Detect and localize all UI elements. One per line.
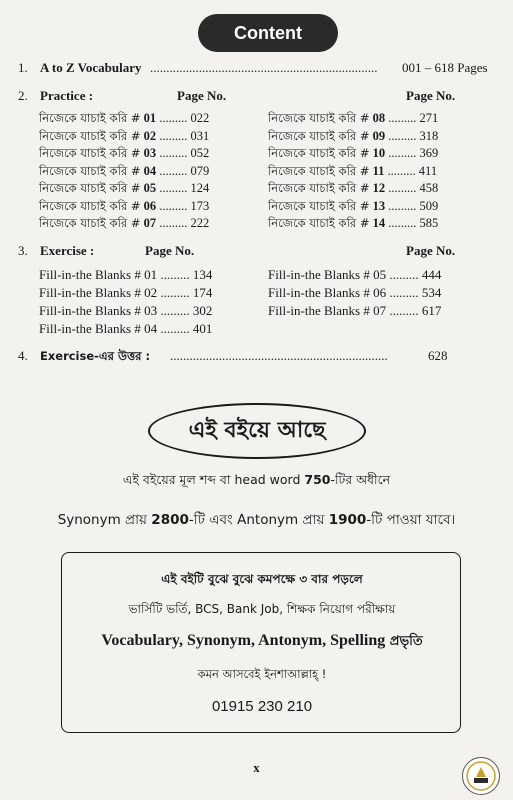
info-box: [61, 552, 461, 733]
list-item: [39, 320, 212, 338]
list-item: [268, 266, 441, 284]
answer-page: 628: [428, 348, 448, 363]
list-item: [39, 215, 209, 233]
section-number: 1.: [18, 60, 28, 75]
page-range: 001 – 618 Pages: [402, 60, 488, 75]
page-no-heading-left: Page No.: [177, 88, 227, 103]
item-page: 079: [190, 163, 210, 178]
item-page: 173: [190, 198, 210, 213]
list-item: [268, 180, 438, 198]
exercise-list-left: [39, 266, 212, 338]
item-label: নিজেকে যাচাই করি #: [268, 198, 370, 213]
antonym-suffix: -টি পাওয়া যাবে।: [366, 512, 456, 528]
item-label: নিজেকে যাচাই করি #: [39, 216, 141, 230]
subjects-text: Vocabulary, Synonym, Antonym, Spelling: [101, 632, 386, 649]
exercise-list-right: [268, 266, 441, 320]
item-label: নিজেকে যাচাই করি #: [39, 181, 141, 195]
item-page: 585: [419, 216, 439, 230]
item-dots: .........: [388, 111, 417, 125]
item-dots: .........: [160, 267, 190, 282]
item-dots: .........: [389, 267, 419, 282]
synonym-text: Synonym প্রায়: [57, 512, 152, 528]
section-2: [18, 88, 93, 104]
list-item: [268, 145, 438, 163]
item-label: Fill-in-the Blanks #: [39, 285, 141, 300]
list-item: [39, 145, 209, 163]
page-no-heading-right: Page No.: [406, 243, 456, 258]
list-item: [268, 302, 441, 320]
section-number: 4.: [18, 348, 28, 363]
item-number: 03: [144, 303, 158, 318]
item-number: 01: [143, 111, 157, 125]
item-page: 617: [421, 303, 442, 318]
section-number: 3.: [18, 243, 28, 258]
list-item: [268, 284, 441, 302]
item-page: 031: [190, 128, 210, 143]
list-item: [39, 266, 212, 284]
item-number: 04: [143, 163, 157, 178]
item-number: 08: [372, 111, 386, 125]
item-number: 13: [372, 198, 386, 213]
section-title: Practice :: [40, 88, 94, 103]
section-number: 2.: [18, 88, 28, 103]
item-number: 10: [372, 146, 386, 160]
synonym-count: 2800: [151, 512, 189, 528]
item-dots: .........: [159, 181, 188, 195]
item-dots: .........: [160, 321, 190, 336]
publisher-logo-icon: [462, 757, 500, 795]
item-dots: .........: [388, 128, 417, 143]
item-number: 06: [373, 285, 387, 300]
list-item: [39, 198, 209, 216]
item-page: 174: [192, 285, 213, 300]
item-label: Fill-in-the Blanks #: [39, 321, 141, 336]
item-number: 01: [144, 267, 158, 282]
item-number: 05: [143, 181, 157, 195]
item-dots: .........: [159, 146, 188, 160]
item-label: নিজেকে যাচাই করি #: [268, 128, 370, 143]
box-line-2: ভার্সিটি ভর্তি, BCS, Bank Job, শিক্ষক নিয়োগ পরীক্ষায়: [128, 602, 396, 616]
headword-text: এই বইয়ের মূল শব্দ বা head word: [122, 472, 305, 487]
item-label: নিজেকে যাচাই করি #: [268, 163, 370, 178]
box-line-4: কমন আসবেই ইনশাআল্লাহ্ !: [197, 667, 327, 681]
item-dots: .........: [159, 111, 188, 125]
item-dots: .........: [160, 303, 190, 318]
item-label: নিজেকে যাচাই করি #: [268, 216, 370, 230]
page-no-heading-left: Page No.: [145, 243, 195, 258]
section-title: A to Z Vocabulary: [40, 60, 142, 75]
list-item: [39, 128, 209, 146]
item-page: 318: [419, 128, 439, 143]
item-label: নিজেকে যাচাই করি #: [39, 111, 141, 125]
item-page: 509: [419, 198, 439, 213]
practice-list-left: [39, 110, 209, 233]
section-1: [18, 60, 142, 76]
item-number: 11: [372, 163, 385, 178]
item-dots: .........: [160, 285, 190, 300]
item-dots: .........: [388, 198, 417, 213]
item-dots: .........: [389, 285, 419, 300]
list-item: [268, 215, 438, 233]
item-label: Fill-in-the Blanks #: [39, 303, 141, 318]
leader-dots: ...................................................................: [170, 348, 388, 363]
item-number: 06: [143, 198, 157, 213]
item-label: নিজেকে যাচাই করি #: [39, 128, 141, 143]
list-item: [268, 198, 438, 216]
page-no-heading-right: Page No.: [406, 88, 456, 103]
antonym-text: -টি এবং Antonym প্রায়: [188, 512, 329, 528]
list-item: [39, 284, 212, 302]
item-label: নিজেকে যাচাই করি #: [268, 181, 370, 195]
section-title: Exercise-এর উত্তর :: [40, 349, 151, 363]
item-number: 02: [144, 285, 158, 300]
headword-count: 750: [304, 472, 331, 487]
item-label: Fill-in-the Blanks #: [268, 303, 370, 318]
item-label: নিজেকে যাচাই করি #: [268, 111, 370, 125]
item-page: 534: [421, 285, 442, 300]
subjects-suffix: প্রভৃতি: [385, 634, 423, 649]
item-dots: .........: [388, 146, 417, 160]
list-item: [268, 163, 438, 181]
item-page: 458: [419, 181, 439, 195]
item-page: 271: [419, 111, 439, 125]
headword-suffix: -টির অধীনে: [330, 472, 391, 487]
box-line-1: এই বইটি বুঝে বুঝে কমপক্ষে ৩ বার পড়লে: [161, 572, 363, 586]
item-label: নিজেকে যাচাই করি #: [39, 146, 141, 160]
item-label: Fill-in-the Blanks #: [268, 285, 370, 300]
item-number: 05: [373, 267, 387, 282]
item-dots: .........: [388, 216, 417, 230]
headword-line: [0, 472, 513, 492]
item-dots: .........: [159, 163, 188, 178]
leader-dots: ......................................................................: [150, 60, 378, 75]
item-page: 401: [192, 321, 213, 336]
list-item: [268, 128, 438, 146]
list-item: [39, 163, 209, 181]
synonym-antonym-line: [0, 509, 513, 532]
item-page: 411: [418, 163, 438, 178]
item-dots: .........: [387, 163, 416, 178]
page-marker: x: [253, 760, 260, 775]
item-number: 09: [372, 128, 386, 143]
content-title: Content: [198, 14, 338, 52]
item-page: 369: [419, 146, 439, 160]
item-number: 04: [144, 321, 158, 336]
item-page: 302: [192, 303, 213, 318]
item-dots: .........: [159, 128, 188, 143]
section-4: [18, 348, 150, 367]
item-label: নিজেকে যাচাই করি #: [39, 198, 141, 213]
item-page: 134: [192, 267, 213, 282]
list-item: [268, 110, 438, 128]
item-number: 14: [372, 216, 386, 230]
antonym-count: 1900: [328, 512, 367, 528]
item-number: 03: [143, 146, 157, 160]
box-line-3: [62, 632, 462, 653]
item-dots: .........: [389, 303, 419, 318]
list-item: [39, 302, 212, 320]
item-dots: .........: [159, 198, 188, 213]
section-title: Exercise :: [40, 243, 95, 258]
item-label: Fill-in-the Blanks #: [268, 267, 370, 282]
item-page: 124: [190, 181, 210, 195]
list-item: [39, 180, 209, 198]
item-page: 222: [190, 216, 210, 230]
practice-list-right: [268, 110, 438, 233]
item-page: 022: [190, 111, 210, 125]
item-number: 12: [372, 181, 386, 195]
item-number: 02: [143, 128, 157, 143]
item-number: 07: [143, 216, 157, 230]
promo-oval: এই বইয়ে আছে: [148, 403, 366, 459]
item-page: 052: [190, 146, 210, 160]
section-3: [18, 243, 94, 259]
item-label: নিজেকে যাচাই করি #: [39, 163, 141, 178]
phone-number: 01915 230 210: [211, 698, 313, 715]
item-label: Fill-in-the Blanks #: [39, 267, 141, 282]
list-item: [39, 110, 209, 128]
item-dots: .........: [388, 181, 417, 195]
item-number: 07: [373, 303, 387, 318]
item-label: নিজেকে যাচাই করি #: [268, 146, 370, 160]
item-page: 444: [421, 267, 442, 282]
item-dots: .........: [159, 216, 188, 230]
